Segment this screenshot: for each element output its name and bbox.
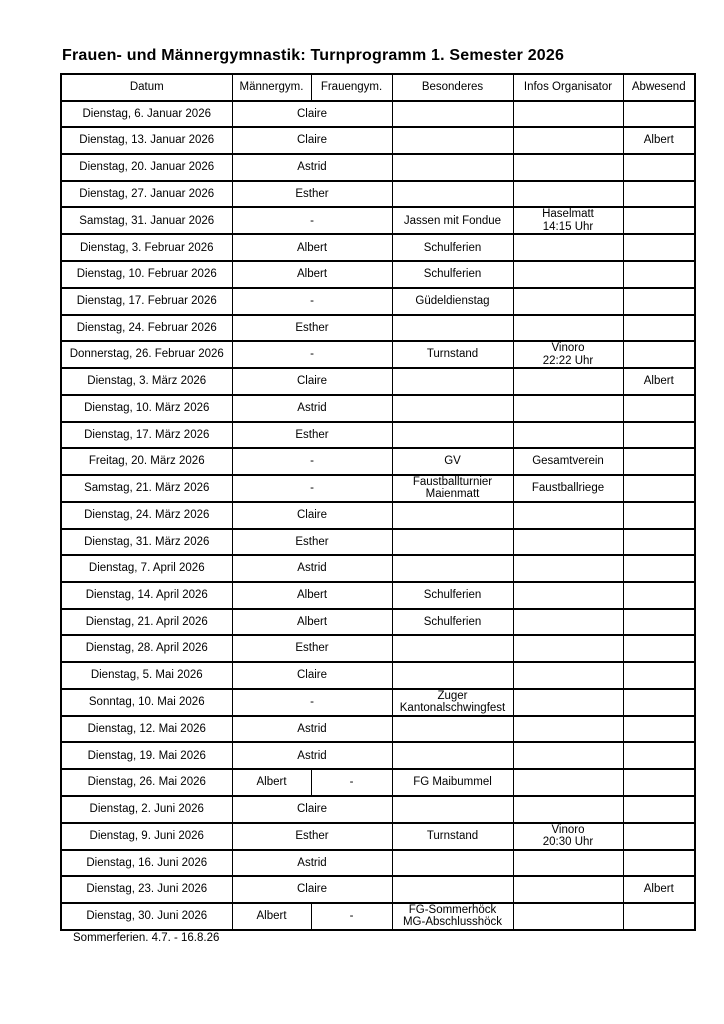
besonderes-cell — [392, 315, 513, 342]
schedule-table — [60, 73, 696, 931]
gym-cell-merged: Esther — [232, 635, 392, 662]
table-row — [61, 850, 695, 877]
besonderes-cell — [392, 395, 513, 422]
infos-organisator-cell — [513, 555, 623, 582]
besonderes-cell — [392, 796, 513, 823]
abwesend-cell — [623, 422, 695, 449]
table-row — [61, 582, 695, 609]
besonderes-cell: Faustballturnier Maienmatt — [392, 475, 513, 502]
besonderes-cell: Schulferien — [392, 234, 513, 261]
besonderes-cell — [392, 555, 513, 582]
abwesend-cell — [623, 582, 695, 609]
header-row — [61, 74, 695, 101]
besonderes-cell: GV — [392, 448, 513, 475]
datum-cell: Dienstag, 6. Januar 2026 — [61, 101, 232, 128]
abwesend-cell — [623, 341, 695, 368]
besonderes-cell — [392, 502, 513, 529]
abwesend-cell — [623, 609, 695, 636]
table-row — [61, 662, 695, 689]
table-row — [61, 448, 695, 475]
datum-cell: Dienstag, 12. Mai 2026 — [61, 716, 232, 743]
besonderes-cell: Jassen mit Fondue — [392, 207, 513, 234]
table-row — [61, 823, 695, 850]
datum-cell: Dienstag, 20. Januar 2026 — [61, 154, 232, 181]
infos-organisator-cell — [513, 662, 623, 689]
besonderes-cell: Güdeldienstag — [392, 288, 513, 315]
datum-cell: Dienstag, 23. Juni 2026 — [61, 876, 232, 903]
abwesend-cell — [623, 742, 695, 769]
gym-cell-merged: Claire — [232, 662, 392, 689]
column-header-abwesend: Abwesend — [623, 74, 695, 101]
datum-cell: Dienstag, 24. März 2026 — [61, 502, 232, 529]
table-row — [61, 689, 695, 716]
besonderes-cell: Turnstand — [392, 341, 513, 368]
besonderes-cell: Schulferien — [392, 609, 513, 636]
datum-cell: Dienstag, 14. April 2026 — [61, 582, 232, 609]
gym-cell-merged: - — [232, 689, 392, 716]
gym-cell-merged: Esther — [232, 315, 392, 342]
datum-cell: Dienstag, 17. März 2026 — [61, 422, 232, 449]
table-row — [61, 315, 695, 342]
schedule-body — [61, 101, 695, 930]
datum-cell: Samstag, 31. Januar 2026 — [61, 207, 232, 234]
table-row — [61, 475, 695, 502]
datum-cell: Dienstag, 13. Januar 2026 — [61, 127, 232, 154]
infos-organisator-cell — [513, 635, 623, 662]
datum-cell: Dienstag, 7. April 2026 — [61, 555, 232, 582]
besonderes-cell: Schulferien — [392, 582, 513, 609]
besonderes-cell — [392, 422, 513, 449]
table-row — [61, 796, 695, 823]
datum-cell: Dienstag, 3. Februar 2026 — [61, 234, 232, 261]
frauengym-cell: - — [311, 903, 392, 930]
table-row — [61, 288, 695, 315]
column-header-maennergym: Männergym. — [232, 74, 311, 101]
footer-note: Sommerferien. 4.7. - 16.8.26 — [73, 932, 220, 944]
abwesend-cell — [623, 903, 695, 930]
abwesend-cell: Albert — [623, 876, 695, 903]
infos-organisator-cell — [513, 850, 623, 877]
infos-organisator-cell — [513, 127, 623, 154]
infos-organisator-cell: Vinoro 20:30 Uhr — [513, 823, 623, 850]
abwesend-cell — [623, 662, 695, 689]
besonderes-cell — [392, 529, 513, 556]
table-row — [61, 529, 695, 556]
abwesend-cell — [623, 181, 695, 208]
infos-organisator-cell — [513, 234, 623, 261]
gym-cell-merged: - — [232, 288, 392, 315]
datum-cell: Dienstag, 24. Februar 2026 — [61, 315, 232, 342]
abwesend-cell — [623, 796, 695, 823]
abwesend-cell — [623, 234, 695, 261]
table-row — [61, 395, 695, 422]
infos-organisator-cell: Vinoro 22:22 Uhr — [513, 341, 623, 368]
gym-cell-merged: Astrid — [232, 716, 392, 743]
abwesend-cell — [623, 769, 695, 796]
abwesend-cell — [623, 261, 695, 288]
gym-cell-merged: - — [232, 448, 392, 475]
datum-cell: Dienstag, 10. März 2026 — [61, 395, 232, 422]
infos-organisator-cell — [513, 422, 623, 449]
datum-cell: Samstag, 21. März 2026 — [61, 475, 232, 502]
datum-cell: Donnerstag, 26. Februar 2026 — [61, 341, 232, 368]
abwesend-cell — [623, 716, 695, 743]
gym-cell-merged: Esther — [232, 529, 392, 556]
gym-cell-merged: Claire — [232, 502, 392, 529]
table-row — [61, 181, 695, 208]
abwesend-cell — [623, 315, 695, 342]
datum-cell: Dienstag, 21. April 2026 — [61, 609, 232, 636]
datum-cell: Dienstag, 10. Februar 2026 — [61, 261, 232, 288]
table-row — [61, 261, 695, 288]
besonderes-cell — [392, 635, 513, 662]
table-row — [61, 769, 695, 796]
abwesend-cell: Albert — [623, 127, 695, 154]
abwesend-cell — [623, 635, 695, 662]
table-row — [61, 127, 695, 154]
maennergym-cell: Albert — [232, 903, 311, 930]
infos-organisator-cell — [513, 529, 623, 556]
gym-cell-merged: Astrid — [232, 555, 392, 582]
infos-organisator-cell — [513, 181, 623, 208]
datum-cell: Dienstag, 19. Mai 2026 — [61, 742, 232, 769]
infos-organisator-cell — [513, 903, 623, 930]
infos-organisator-cell — [513, 689, 623, 716]
gym-cell-merged: Astrid — [232, 154, 392, 181]
infos-organisator-cell — [513, 261, 623, 288]
infos-organisator-cell — [513, 609, 623, 636]
abwesend-cell — [623, 689, 695, 716]
besonderes-cell — [392, 181, 513, 208]
maennergym-cell: Albert — [232, 769, 311, 796]
gym-cell-merged: Claire — [232, 796, 392, 823]
infos-organisator-cell — [513, 769, 623, 796]
infos-organisator-cell — [513, 315, 623, 342]
column-header-besonderes: Besonderes — [392, 74, 513, 101]
infos-organisator-cell — [513, 582, 623, 609]
infos-organisator-cell — [513, 716, 623, 743]
gym-cell-merged: Esther — [232, 823, 392, 850]
page-title: Frauen- und Männergymnastik: Turnprogramm 1. Semester 2026 — [62, 47, 565, 64]
table-row — [61, 422, 695, 449]
table-row — [61, 903, 695, 930]
gym-cell-merged: Astrid — [232, 742, 392, 769]
besonderes-cell — [392, 716, 513, 743]
table-row — [61, 234, 695, 261]
table-row — [61, 154, 695, 181]
gym-cell-merged: Esther — [232, 181, 392, 208]
gym-cell-merged: Albert — [232, 261, 392, 288]
infos-organisator-cell — [513, 288, 623, 315]
infos-organisator-cell: Haselmatt 14:15 Uhr — [513, 207, 623, 234]
abwesend-cell — [623, 288, 695, 315]
table-row — [61, 101, 695, 128]
besonderes-cell: FG-Sommerhöck MG-Abschlusshöck — [392, 903, 513, 930]
table-row — [61, 341, 695, 368]
gym-cell-merged: - — [232, 207, 392, 234]
datum-cell: Dienstag, 5. Mai 2026 — [61, 662, 232, 689]
besonderes-cell — [392, 154, 513, 181]
besonderes-cell — [392, 101, 513, 128]
infos-organisator-cell — [513, 742, 623, 769]
besonderes-cell: Zuger Kantonalschwingfest — [392, 689, 513, 716]
infos-organisator-cell — [513, 876, 623, 903]
besonderes-cell — [392, 850, 513, 877]
gym-cell-merged: Esther — [232, 422, 392, 449]
table-row — [61, 635, 695, 662]
frauengym-cell: - — [311, 769, 392, 796]
table-row — [61, 555, 695, 582]
table-row — [61, 609, 695, 636]
besonderes-cell — [392, 742, 513, 769]
infos-organisator-cell: Gesamtverein — [513, 448, 623, 475]
infos-organisator-cell: Faustballriege — [513, 475, 623, 502]
abwesend-cell: Albert — [623, 368, 695, 395]
abwesend-cell — [623, 529, 695, 556]
table-row — [61, 207, 695, 234]
besonderes-cell: Turnstand — [392, 823, 513, 850]
infos-organisator-cell — [513, 395, 623, 422]
infos-organisator-cell — [513, 101, 623, 128]
datum-cell: Dienstag, 17. Februar 2026 — [61, 288, 232, 315]
table-row — [61, 716, 695, 743]
gym-cell-merged: Claire — [232, 368, 392, 395]
besonderes-cell — [392, 876, 513, 903]
datum-cell: Dienstag, 30. Juni 2026 — [61, 903, 232, 930]
gym-cell-merged: Albert — [232, 609, 392, 636]
besonderes-cell: FG Maibummel — [392, 769, 513, 796]
abwesend-cell — [623, 823, 695, 850]
besonderes-cell — [392, 662, 513, 689]
besonderes-cell — [392, 368, 513, 395]
abwesend-cell — [623, 475, 695, 502]
datum-cell: Dienstag, 31. März 2026 — [61, 529, 232, 556]
gym-cell-merged: Claire — [232, 101, 392, 128]
datum-cell: Dienstag, 3. März 2026 — [61, 368, 232, 395]
gym-cell-merged: - — [232, 341, 392, 368]
abwesend-cell — [623, 395, 695, 422]
besonderes-cell — [392, 127, 513, 154]
infos-organisator-cell — [513, 796, 623, 823]
table-row — [61, 876, 695, 903]
table-row — [61, 742, 695, 769]
column-header-infos: Infos Organisator — [513, 74, 623, 101]
infos-organisator-cell — [513, 368, 623, 395]
datum-cell: Dienstag, 28. April 2026 — [61, 635, 232, 662]
gym-cell-merged: Albert — [232, 234, 392, 261]
column-header-datum: Datum — [61, 74, 232, 101]
abwesend-cell — [623, 850, 695, 877]
datum-cell: Dienstag, 16. Juni 2026 — [61, 850, 232, 877]
datum-cell: Dienstag, 9. Juni 2026 — [61, 823, 232, 850]
abwesend-cell — [623, 154, 695, 181]
table-row — [61, 502, 695, 529]
besonderes-cell: Schulferien — [392, 261, 513, 288]
abwesend-cell — [623, 207, 695, 234]
datum-cell: Dienstag, 26. Mai 2026 — [61, 769, 232, 796]
gym-cell-merged: Claire — [232, 876, 392, 903]
abwesend-cell — [623, 502, 695, 529]
gym-cell-merged: Astrid — [232, 850, 392, 877]
column-header-frauengym: Frauengym. — [311, 74, 392, 101]
infos-organisator-cell — [513, 502, 623, 529]
gym-cell-merged: Albert — [232, 582, 392, 609]
datum-cell: Sonntag, 10. Mai 2026 — [61, 689, 232, 716]
gym-cell-merged: Astrid — [232, 395, 392, 422]
gym-cell-merged: - — [232, 475, 392, 502]
infos-organisator-cell — [513, 154, 623, 181]
abwesend-cell — [623, 555, 695, 582]
table-row — [61, 368, 695, 395]
abwesend-cell — [623, 101, 695, 128]
datum-cell: Dienstag, 2. Juni 2026 — [61, 796, 232, 823]
datum-cell: Freitag, 20. März 2026 — [61, 448, 232, 475]
gym-cell-merged: Claire — [232, 127, 392, 154]
datum-cell: Dienstag, 27. Januar 2026 — [61, 181, 232, 208]
abwesend-cell — [623, 448, 695, 475]
